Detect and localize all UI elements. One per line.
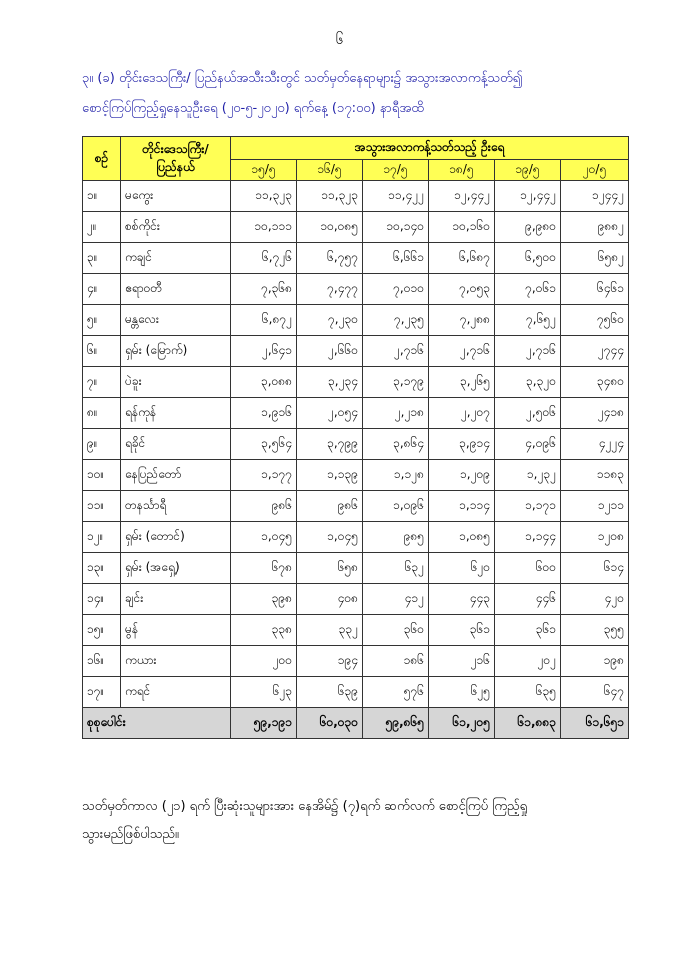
- row-value: ၂,၅၀၆: [495, 398, 561, 429]
- row-value: ၁,၉၁၆: [231, 398, 297, 429]
- table-row: [83, 646, 629, 677]
- row-index: ၁၅။: [83, 615, 121, 646]
- row-region: ရှမ်း (တောင်): [121, 522, 231, 553]
- row-value: ၂,၀၅၄: [297, 398, 363, 429]
- row-value: ၃,၃၂၀: [495, 367, 561, 398]
- table-row: [83, 584, 629, 615]
- row-value: ၄၀၈: [297, 584, 363, 615]
- total-value: ၅၉,၁၉၁: [231, 708, 297, 739]
- row-region: နေပြည်တော်: [121, 460, 231, 491]
- row-value: ၉,၉၈၀: [495, 212, 561, 243]
- row-value: ၆၃၉: [297, 677, 363, 708]
- row-value: ၂၄၁၈: [561, 398, 629, 429]
- table-heading-line1: ၃။ (ခ) တိုင်းဒေသကြီး/ ပြည်နယ်အသီးသီးတွင် သတ်မှတ်နေရာများ၌ အသွားအလာကန့်သတ်၍: [82, 71, 523, 86]
- row-value: ၁၀,၁၆၀: [429, 212, 495, 243]
- table-row: [83, 429, 629, 460]
- row-value: ၆,၇၅၇: [297, 243, 363, 274]
- header-date: ၁၉/၅: [495, 160, 561, 181]
- row-value: ၇,၆၅၂: [495, 305, 561, 336]
- row-value: ၇,၃၆၈: [231, 274, 297, 305]
- total-value: ၆၁,၆၅၁: [561, 708, 629, 739]
- row-value: ၃,၈၆၄: [363, 429, 429, 460]
- row-value: ၁,၂၀၉: [429, 460, 495, 491]
- row-value: ၁,၀၄၅: [231, 522, 297, 553]
- row-value: ၆၄၆၁: [561, 274, 629, 305]
- row-value: ၂,၂၁၈: [363, 398, 429, 429]
- row-index: ၁။: [83, 181, 121, 212]
- row-index: ၅။: [83, 305, 121, 336]
- row-value: ၁၂၄၄၂: [561, 181, 629, 212]
- row-value: ၁,၀၉၆: [363, 491, 429, 522]
- row-value: ၂,၆၄၁: [231, 336, 297, 367]
- table-row: [83, 367, 629, 398]
- row-index: ၃။: [83, 243, 121, 274]
- page-number: ၆: [335, 32, 344, 48]
- total-value: ၆၀,၀၃၀: [297, 708, 363, 739]
- row-value: ၁၂,၄၄၂: [495, 181, 561, 212]
- table-row: [83, 212, 629, 243]
- header-group: အသွားအလာကန့်သတ်သည့် ဦးရေ: [231, 137, 629, 160]
- row-region: ကချင်: [121, 243, 231, 274]
- row-value: ၁၉၈: [561, 646, 629, 677]
- row-index: ၁၂။: [83, 522, 121, 553]
- row-value: ၆၂၀: [429, 553, 495, 584]
- table-row: [83, 522, 629, 553]
- row-value: ၇,၂၈၈: [429, 305, 495, 336]
- row-index: ၉။: [83, 429, 121, 460]
- row-value: ၉၈၈၂: [561, 212, 629, 243]
- row-value: ၃၅၅: [561, 615, 629, 646]
- row-value: ၁၁,၃၂၃: [231, 181, 297, 212]
- row-value: ၂,၇၁၆: [363, 336, 429, 367]
- row-value: ၄၄၃: [429, 584, 495, 615]
- table-row: [83, 553, 629, 584]
- row-value: ၁,၁၂၈: [363, 460, 429, 491]
- row-value: ၄၄၆: [495, 584, 561, 615]
- footnote-line2: သွားမည်ဖြစ်ပါသည်။: [82, 827, 179, 842]
- row-region: ရှမ်း (မြောက်): [121, 336, 231, 367]
- row-value: ၃,၇၉၉: [297, 429, 363, 460]
- table-row: [83, 677, 629, 708]
- row-value: ၁,၁၃၉: [297, 460, 363, 491]
- row-value: ၆၀၀: [495, 553, 561, 584]
- row-value: ၁,၁၄၄: [495, 522, 561, 553]
- row-value: ၁၈၆: [363, 646, 429, 677]
- row-region: ပဲခူး: [121, 367, 231, 398]
- row-value: ၆၅၈: [297, 553, 363, 584]
- total-label: စုစုပေါင်း: [83, 708, 231, 739]
- header-date: ၁၈/၅: [429, 160, 495, 181]
- footnote-line1: သတ်မှတ်ကာလ (၂၁) ရက် ပြီးဆုံးသူများအား နေအိမ်၌ (၇)ရက် ဆက်လက် စောင့်ကြပ် ကြည့်ရှု: [82, 799, 528, 814]
- row-value: ၂၁၆: [429, 646, 495, 677]
- row-value: ၆,၆၆၁: [363, 243, 429, 274]
- row-value: ၆၂၃: [231, 677, 297, 708]
- row-value: ၉၈၅: [363, 522, 429, 553]
- row-value: ၁,၀၈၅: [429, 522, 495, 553]
- row-value: ၂,၇၁၆: [495, 336, 561, 367]
- header-date: ၁၆/၅: [297, 160, 363, 181]
- row-value: ၂၇၄၄: [561, 336, 629, 367]
- table-row: [83, 460, 629, 491]
- row-value: ၇၅၆၀: [561, 305, 629, 336]
- row-value: ၇,၀၆၁: [495, 274, 561, 305]
- row-region: မွန်: [121, 615, 231, 646]
- row-value: ၇,၂၃၅: [363, 305, 429, 336]
- row-index: ၁၇။: [83, 677, 121, 708]
- row-value: ၁၂၀၈: [561, 522, 629, 553]
- row-value: ၂,၂၀၇: [429, 398, 495, 429]
- row-value: ၁၀,၁၁၁: [231, 212, 297, 243]
- row-value: ၉၈၆: [297, 491, 363, 522]
- row-value: ၃၄၈၀: [561, 367, 629, 398]
- table-row: [83, 305, 629, 336]
- row-value: ၃,၅၆၄: [231, 429, 297, 460]
- row-value: ၄၂၀: [561, 584, 629, 615]
- total-row: [83, 708, 629, 739]
- row-region: မကွေး: [121, 181, 231, 212]
- row-region: တနင်္သာရီ: [121, 491, 231, 522]
- row-value: ၆၇၈: [231, 553, 297, 584]
- row-value: ၃,၀၈၈: [231, 367, 297, 398]
- header-index: စဉ်: [83, 137, 121, 181]
- row-value: ၄,၀၉၆: [495, 429, 561, 460]
- row-value: ၄၁၂: [363, 584, 429, 615]
- row-region: ကရင်: [121, 677, 231, 708]
- row-value: ၁,၁၇၇: [231, 460, 297, 491]
- row-value: ၁၉၄: [297, 646, 363, 677]
- row-value: ၁,၀၄၅: [297, 522, 363, 553]
- row-value: ၆,၅၀၀: [495, 243, 561, 274]
- row-value: ၃,၁၇၉: [363, 367, 429, 398]
- row-value: ၁,၁၇၁: [495, 491, 561, 522]
- row-value: ၃၉၈: [231, 584, 297, 615]
- row-value: ၁,၂၃၂: [495, 460, 561, 491]
- row-index: ၁၄။: [83, 584, 121, 615]
- row-value: ၃၃၈: [231, 615, 297, 646]
- row-value: ၃,၂၃၄: [297, 367, 363, 398]
- row-value: ၃,၉၁၄: [429, 429, 495, 460]
- row-region: ရန်ကုန်: [121, 398, 231, 429]
- row-value: ၇,၄၇၇: [297, 274, 363, 305]
- row-value: ၂,၇၁၆: [429, 336, 495, 367]
- row-value: ၉၈၆: [231, 491, 297, 522]
- row-index: ၈။: [83, 398, 121, 429]
- row-value: ၁၀,၀၈၅: [297, 212, 363, 243]
- row-value: ၁၁,၃၂၃: [297, 181, 363, 212]
- row-value: ၁,၁၁၄: [429, 491, 495, 522]
- row-value: ၂,၆၆၀: [297, 336, 363, 367]
- row-index: ၁၃။: [83, 553, 121, 584]
- row-value: ၆,၈၇၂: [231, 305, 297, 336]
- header-date: ၂၀/၅: [561, 160, 629, 181]
- table-row: [83, 491, 629, 522]
- row-index: ၁၀။: [83, 460, 121, 491]
- header-region: တိုင်းဒေသကြီး/ ပြည်နယ်: [121, 137, 231, 181]
- row-index: ၁၁။: [83, 491, 121, 522]
- total-value: ၅၉,၈၆၅: [363, 708, 429, 739]
- total-value: ၆၁,၂၀၅: [429, 708, 495, 739]
- table-row: [83, 615, 629, 646]
- restriction-table: [82, 136, 629, 739]
- row-value: ၁၂၁၁: [561, 491, 629, 522]
- row-region: ကယား: [121, 646, 231, 677]
- row-region: စစ်ကိုင်း: [121, 212, 231, 243]
- table-row: [83, 274, 629, 305]
- total-value: ၆၁,၈၈၃: [495, 708, 561, 739]
- header-date: ၁၅/၅: [231, 160, 297, 181]
- row-value: ၄၂၂၄: [561, 429, 629, 460]
- row-region: မန္တလေး: [121, 305, 231, 336]
- table-row: [83, 243, 629, 274]
- table-row: [83, 398, 629, 429]
- row-value: ၃၆၁: [495, 615, 561, 646]
- row-value: ၆,၆၈၇: [429, 243, 495, 274]
- row-value: ၇,၀၅၃: [429, 274, 495, 305]
- row-value: ၁၂,၄၄၂: [429, 181, 495, 212]
- row-value: ၆၃၅: [495, 677, 561, 708]
- header-date: ၁၇/၅: [363, 160, 429, 181]
- row-region: ဧရာဝတီ: [121, 274, 231, 305]
- table-heading-line2: စောင့်ကြပ်ကြည့်ရှုနေသူဦးရေ (၂၀-၅-၂၀၂၀) ရက်နေ့ (၁၇:၀၀) နာရီအထိ: [82, 101, 424, 116]
- row-value: ၃၃၂: [297, 615, 363, 646]
- row-index: ၁၆။: [83, 646, 121, 677]
- row-value: ၅၇၆: [363, 677, 429, 708]
- row-value: ၆၁၄: [561, 553, 629, 584]
- row-value: ၂၀၀: [231, 646, 297, 677]
- row-index: ၂။: [83, 212, 121, 243]
- table-row: [83, 336, 629, 367]
- row-value: ၁၁၈၃: [561, 460, 629, 491]
- row-region: ချင်း: [121, 584, 231, 615]
- row-value: ၇,၀၁၀: [363, 274, 429, 305]
- row-value: ၃,၂၆၅: [429, 367, 495, 398]
- row-region: ရခိုင်: [121, 429, 231, 460]
- row-value: ၁၁,၄၂၂: [363, 181, 429, 212]
- row-value: ၆၄၇: [561, 677, 629, 708]
- table-row: [83, 181, 629, 212]
- row-index: ၄။: [83, 274, 121, 305]
- row-value: ၆၅၈၂: [561, 243, 629, 274]
- row-value: ၂၀၂: [495, 646, 561, 677]
- row-value: ၆၂၅: [429, 677, 495, 708]
- row-value: ၆၃၂: [363, 553, 429, 584]
- row-region: ရှမ်း (အရှေ့): [121, 553, 231, 584]
- row-value: ၃၆၀: [363, 615, 429, 646]
- row-value: ၃၆၁: [429, 615, 495, 646]
- row-index: ၇။: [83, 367, 121, 398]
- row-index: ၆။: [83, 336, 121, 367]
- row-value: ၇,၂၃၀: [297, 305, 363, 336]
- row-value: ၁၀,၁၄၀: [363, 212, 429, 243]
- row-value: ၆,၇၂၆: [231, 243, 297, 274]
